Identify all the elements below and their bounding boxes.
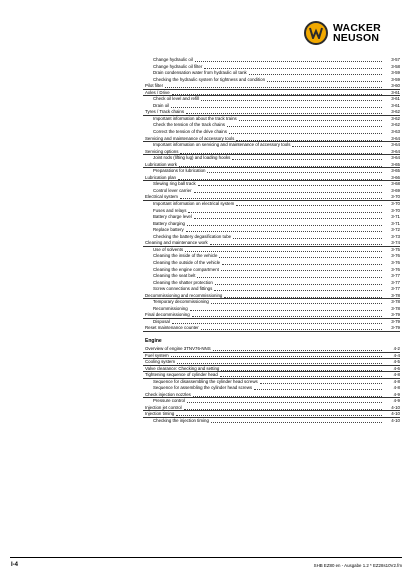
- toc-entry-title: Sequence for disassembling the cylinder head screws: [153, 378, 258, 384]
- toc-page-number: 3-78: [391, 292, 400, 298]
- page-number: I-4: [11, 562, 19, 568]
- toc-page-number: 3-77: [391, 286, 400, 292]
- toc-page-number: 3-64: [391, 142, 400, 148]
- dot-leader: [211, 303, 382, 304]
- dot-leader: [215, 284, 382, 285]
- dot-leader: [292, 146, 382, 147]
- toc-page-number: 3-70: [391, 201, 400, 207]
- toc-page-number: 3-77: [391, 273, 400, 279]
- toc-page-number: 4-10: [391, 411, 400, 417]
- logo-line-2: NEUSON: [333, 32, 380, 44]
- dot-leader: [193, 396, 382, 397]
- dot-leader: [186, 231, 382, 232]
- toc-section-heading: Engine: [145, 337, 162, 344]
- toc-page-number: 3-65: [391, 168, 400, 174]
- toc-entry-title: Cleaning and maintenance work: [145, 240, 208, 246]
- dot-leader: [178, 179, 382, 180]
- toc-page-number: 3-76: [391, 266, 400, 272]
- dot-leader: [171, 356, 382, 357]
- toc-entry-title: Fuses and relays: [153, 207, 187, 213]
- toc-entry-title: Correct the tension of the drive chains: [153, 129, 227, 135]
- toc-page-number: 3-73: [391, 233, 400, 239]
- toc-entry-title: Lubrication work: [145, 161, 177, 167]
- toc-page-number: 3-63: [391, 129, 400, 135]
- toc-page-number: 3-62: [391, 109, 400, 115]
- toc-page-number: 3-57: [391, 57, 400, 62]
- toc-entry-title: Important information about the track trains: [153, 115, 237, 121]
- toc-page-number: 4-8: [393, 372, 400, 378]
- toc-page-number: 3-60: [391, 83, 400, 89]
- toc-page-number: 3-79: [391, 312, 400, 318]
- dot-leader: [221, 270, 382, 271]
- toc-page-number: 4-10: [391, 404, 400, 410]
- toc-entry-title: Replace battery: [153, 227, 184, 233]
- toc-entry-title: Battery charge level: [153, 214, 192, 220]
- toc-entry-title: Checking the injection timing: [153, 417, 209, 423]
- toc-entry-title: Axles / Drive: [145, 89, 170, 95]
- toc-page-number: 3-71: [391, 220, 400, 226]
- toc-page-number: 3-71: [391, 214, 400, 220]
- toc-entry-title: Cleaning the engine compartment: [153, 266, 219, 272]
- w-glyph-icon: [309, 27, 323, 39]
- toc-page-number: 4-5: [393, 359, 400, 365]
- toc-page-number: 3-59: [391, 70, 400, 76]
- toc-entry-title: Slewing ring ball track: [153, 181, 196, 187]
- dot-leader: [211, 422, 382, 423]
- toc-entry-title: Disposal: [153, 318, 170, 324]
- toc-entry-title: Joint rods (lifting lug) and loading hooks: [153, 155, 231, 161]
- toc-page-number: 3-76: [391, 259, 400, 265]
- table-of-contents: [145, 57, 400, 425]
- toc-entry-title: Injection jet control: [145, 404, 182, 410]
- dot-leader: [210, 244, 382, 245]
- toc-page-number: 4-8: [393, 378, 400, 384]
- toc-page-number: 3-76: [391, 253, 400, 259]
- toc-entry-title: Injection timing: [145, 411, 175, 417]
- toc-page-number: 3-72: [391, 227, 400, 233]
- toc-entry-title: Servicing and maintenance of accessory tools: [145, 135, 235, 141]
- toc-page-number: 3-61: [391, 96, 400, 102]
- dot-leader: [188, 212, 382, 213]
- toc-entry-title: Cleaning the seat belt: [153, 273, 196, 279]
- toc-entry-title: Cleaning the inside of the vehicle: [153, 253, 218, 259]
- dot-leader: [195, 61, 382, 62]
- dot-leader: [213, 350, 382, 351]
- toc-entry-title: Fuel system: [145, 352, 169, 358]
- toc-page-number: 3-78: [391, 299, 400, 305]
- dot-leader: [165, 87, 382, 88]
- dot-leader: [260, 383, 382, 384]
- dot-leader: [194, 192, 382, 193]
- toc-page-number: 3-64: [391, 148, 400, 154]
- dot-leader: [176, 415, 382, 416]
- toc-entry-title: Check the tension of the track chains: [153, 122, 225, 128]
- dot-leader: [180, 153, 382, 154]
- dot-leader: [220, 376, 382, 377]
- toc-page-number: 3-70: [391, 194, 400, 200]
- toc-page-number: 4-8: [393, 385, 400, 391]
- toc-page-number: 4-10: [391, 417, 400, 423]
- toc-page-number: 3-79: [391, 318, 400, 324]
- dot-leader: [192, 316, 382, 317]
- toc-entry-title: Check injection nozzles: [145, 391, 191, 397]
- toc-subentry[interactable]: [145, 418, 400, 425]
- toc-page-number: 3-64: [391, 135, 400, 141]
- toc-entry-title: Overview of engine 3TNV76-NNS: [145, 345, 211, 351]
- toc-entry-title: Electrical system: [145, 194, 178, 200]
- dot-leader: [224, 297, 382, 298]
- dot-leader: [222, 264, 382, 265]
- toc-page-number: 4-2: [393, 345, 400, 351]
- dot-leader: [172, 94, 382, 95]
- dot-leader: [249, 74, 382, 75]
- toc-page-number: 3-69: [391, 187, 400, 193]
- toc-entry-title: Battery charging: [153, 220, 185, 226]
- dot-leader: [232, 159, 382, 160]
- toc-page-number: 3-66: [391, 174, 400, 180]
- toc-page-number: 3-77: [391, 279, 400, 285]
- footer-divider: [10, 557, 402, 558]
- toc-page-number: 3-64: [391, 155, 400, 161]
- toc-page-number: 4-9: [393, 398, 400, 404]
- toc-page-number: 3-59: [391, 76, 400, 82]
- toc-entry-title: Change hydraulic oil: [153, 57, 193, 62]
- dot-leader: [194, 218, 382, 219]
- dot-leader: [233, 238, 382, 239]
- toc-page-number: 3-61: [391, 89, 400, 95]
- toc-entry-title: Decommissioning and recommissioning: [145, 292, 223, 298]
- toc-entry-title: Tyres / Track chains: [145, 109, 185, 115]
- dot-leader: [201, 100, 382, 101]
- toc-entry-title: Tightening sequence of cylinder head: [145, 372, 218, 378]
- dot-leader: [204, 68, 382, 69]
- dot-leader: [180, 198, 382, 199]
- dot-leader: [236, 140, 382, 141]
- toc-entry-title: Control lever carrier: [153, 187, 192, 193]
- brand-logo: [304, 18, 404, 48]
- dot-leader: [201, 329, 382, 330]
- dot-leader: [207, 172, 382, 173]
- toc-page-number: 3-74: [391, 240, 400, 246]
- dot-leader: [229, 133, 382, 134]
- toc-entry-title: Drain condensation water from hydraulic oil tank: [153, 70, 247, 76]
- dot-leader: [186, 113, 382, 114]
- toc-entry-title: Reset maintenance counter: [145, 325, 199, 331]
- dot-leader: [198, 185, 382, 186]
- toc-entry-title: Checking the battery degasification tube: [153, 233, 232, 239]
- toc-entry-title: Temporary decommissioning: [153, 299, 209, 305]
- toc-page-number: 4-4: [393, 352, 400, 358]
- dot-leader: [187, 402, 382, 403]
- dot-leader: [187, 225, 382, 226]
- toc-entry-title: Pilot filter: [145, 83, 164, 89]
- dot-leader: [172, 323, 382, 324]
- dot-leader: [254, 389, 382, 390]
- toc-page-number: 3-68: [391, 181, 400, 187]
- toc-entry-title: Preparations for lubrication: [153, 168, 206, 174]
- dot-leader: [177, 363, 382, 364]
- toc-page-number: 3-61: [391, 102, 400, 108]
- toc-page-number: 3-70: [391, 207, 400, 213]
- toc-entry-title: Sequence for assembling the cylinder head screws: [153, 385, 253, 391]
- toc-page-number: 4-6: [393, 365, 400, 371]
- dot-leader: [179, 166, 382, 167]
- logo-wordmark: [333, 23, 381, 43]
- dot-leader: [190, 310, 382, 311]
- logo-line-1: WACKER: [333, 22, 381, 34]
- dot-leader: [219, 257, 382, 258]
- toc-entry-title: Cleaning the shatter protection: [153, 279, 213, 285]
- toc-maintenance-section: [145, 57, 400, 332]
- toc-entry-title: Use of solvents: [153, 246, 184, 252]
- toc-engine-section: [145, 346, 400, 425]
- toc-page-number: 3-62: [391, 115, 400, 121]
- dot-leader: [185, 251, 382, 252]
- toc-page-number: 3-65: [391, 161, 400, 167]
- dot-leader: [239, 120, 382, 121]
- toc-entry-title: Final decommissioning: [145, 312, 190, 318]
- toc-entry-title: Screw connections and fittings: [153, 286, 213, 292]
- document-reference: SHB EZ80 en - Ausgabe 1.2 * EZ28s10V2.fm: [313, 563, 402, 568]
- dot-leader: [214, 290, 382, 291]
- dot-leader: [236, 205, 382, 206]
- toc-entry-title: Recommissioning: [153, 305, 188, 311]
- toc-entry-title: Servicing options: [145, 148, 179, 154]
- dot-leader: [171, 107, 382, 108]
- toc-entry-title: Important information on servicing and maintenance of accessory tools: [153, 142, 291, 148]
- toc-entry-title: Important information on electrical system: [153, 201, 235, 207]
- toc-entry[interactable]: [145, 325, 400, 332]
- toc-page-number: 3-58: [391, 63, 400, 69]
- toc-entry-title: Pressure control: [153, 398, 185, 404]
- dot-leader: [221, 370, 382, 371]
- toc-entry-title: Lubrication plan: [145, 174, 177, 180]
- dot-leader: [267, 81, 382, 82]
- dot-leader: [197, 277, 382, 278]
- toc-entry-title: Drain oil: [153, 102, 170, 108]
- toc-entry-title: Check oil level and refill: [153, 96, 200, 102]
- wacker-neuson-emblem-icon: [304, 21, 328, 45]
- toc-entry-title: Checking the hydraulic system for tightness and condition: [153, 76, 266, 82]
- toc-page-number: 3-79: [391, 325, 400, 331]
- toc-page-number: 3-75: [391, 246, 400, 252]
- dot-leader: [184, 409, 382, 410]
- toc-page-number: 3-62: [391, 122, 400, 128]
- toc-page-number: 3-78: [391, 305, 400, 311]
- toc-entry-title: Valve clearance: Checking and setting: [145, 365, 220, 371]
- toc-entry-title: Change hydraulic oil filter: [153, 63, 203, 69]
- dot-leader: [227, 126, 382, 127]
- toc-entry-title: Cooling system: [145, 359, 176, 365]
- toc-entry-title: Cleaning the outside of the vehicle: [153, 259, 221, 265]
- toc-page-number: 4-9: [393, 391, 400, 397]
